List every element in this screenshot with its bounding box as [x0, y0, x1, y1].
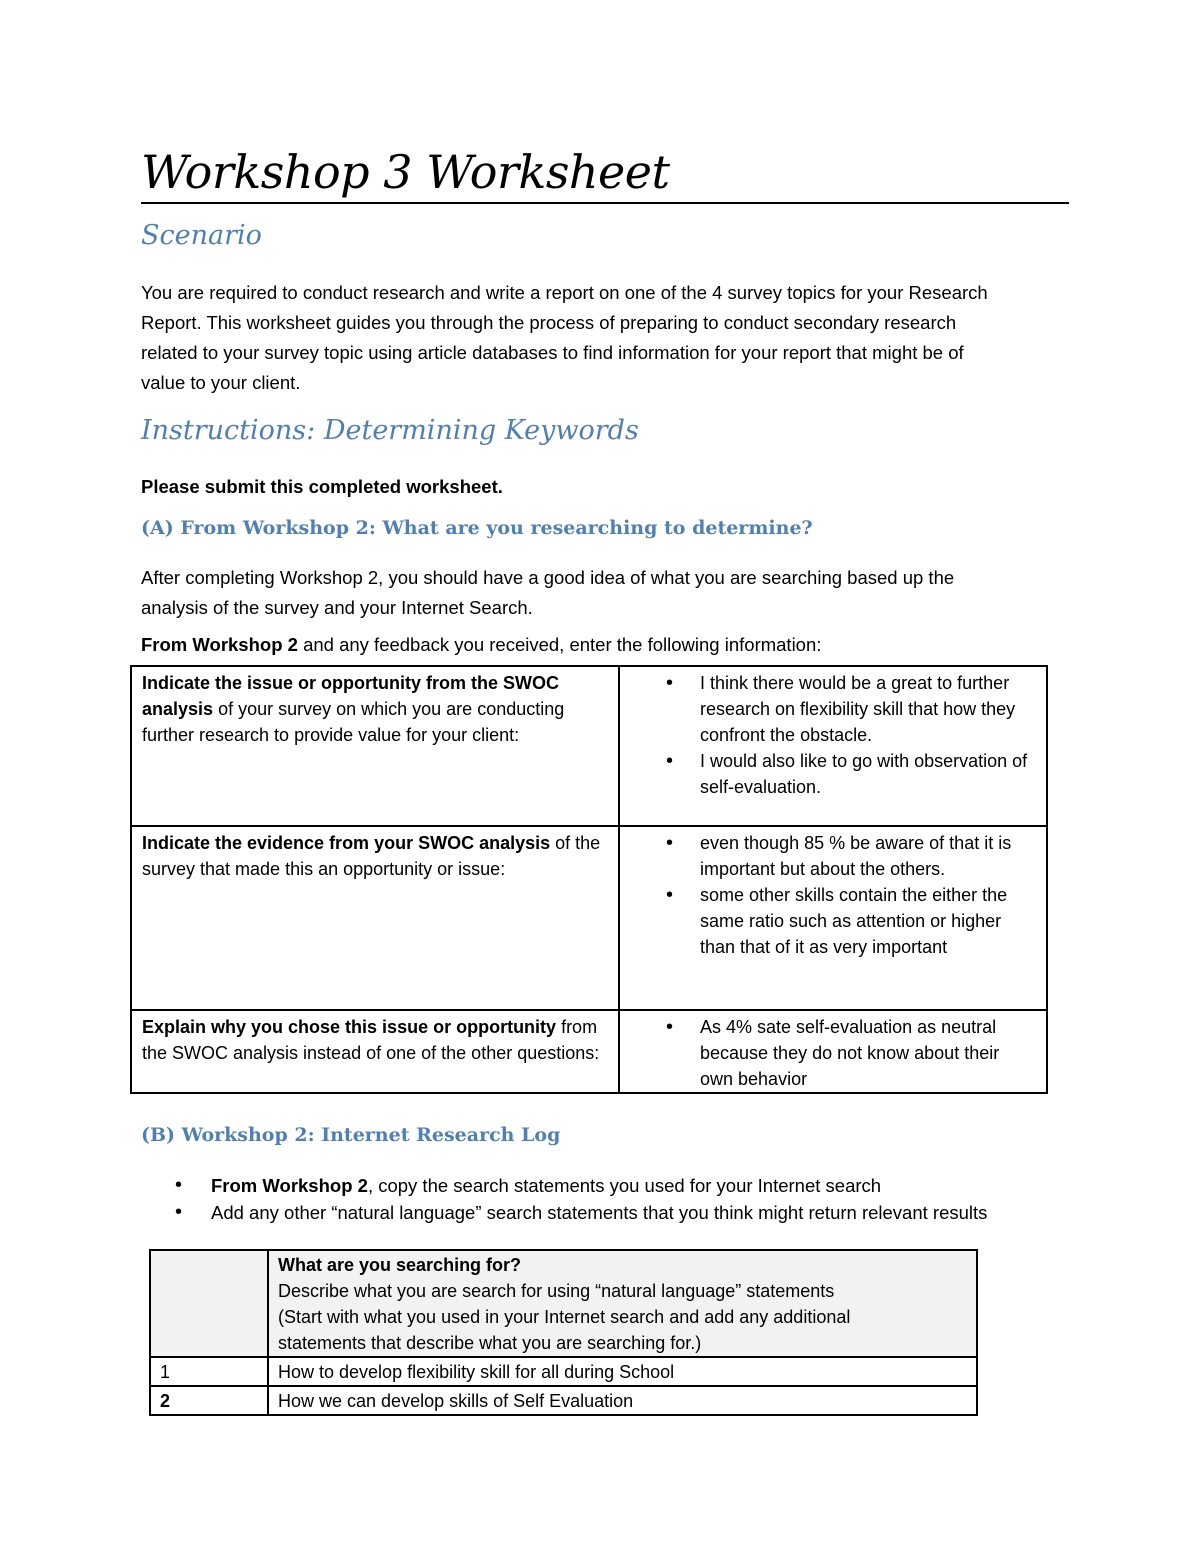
answer-list	[630, 830, 1036, 960]
bullet-rest: , copy the search statements you used for your Internet search	[367, 1175, 882, 1196]
scenario-heading: Scenario	[141, 220, 262, 251]
log-header-cell	[268, 1250, 977, 1357]
log-row	[150, 1357, 977, 1386]
scenario-line: You are required to conduct research and write a report on one of the 4 survey topics for your Research	[141, 282, 988, 303]
log-header-title: What are you searching for?	[278, 1255, 522, 1275]
log-header-line: Describe what you are search for using “natural language” statements	[278, 1281, 835, 1301]
swoc-question-cell	[131, 1010, 619, 1093]
bullet-item	[211, 1172, 1091, 1199]
answer-item: • some other skills contain the either the same ratio such as attention or higher than that of it as very important	[700, 882, 1036, 960]
question-rest: from the SWOC analysis instead of one of the other questions:	[142, 1017, 600, 1063]
question-rest: of your survey on which you are conducting further research to provide value for your client:	[142, 699, 565, 745]
log-row	[150, 1386, 977, 1415]
research-log-table	[149, 1249, 978, 1416]
bullet-bold: From Workshop 2	[211, 1175, 368, 1196]
scenario-line: value to your client.	[141, 372, 301, 393]
intro-line: analysis of the survey and your Internet Search.	[141, 597, 533, 618]
question-bold: Explain why you chose this issue or opportunity	[142, 1017, 557, 1037]
log-header-line: (Start with what you used in your Internet search and add any additional	[278, 1307, 851, 1327]
swoc-answer-cell[interactable]	[619, 1010, 1047, 1093]
section-a-heading: (A) From Workshop 2: What are you researching to determine?	[141, 517, 813, 539]
intro-line: After completing Workshop 2, you should have a good idea of what you are searching based up the	[141, 567, 955, 588]
answer-list	[630, 1014, 1036, 1092]
scenario-line: Report. This worksheet guides you through the process of preparing to conduct secondary research	[141, 312, 957, 333]
swoc-answer-cell[interactable]	[619, 826, 1047, 1010]
question-rest: of the survey that made this an opportunity or issue:	[142, 833, 601, 879]
log-row-text[interactable]: How we can develop skills of Self Evaluation	[268, 1386, 977, 1415]
answer-list	[630, 670, 1036, 800]
swoc-question-cell	[131, 826, 619, 1010]
log-row-number: 2	[150, 1386, 268, 1415]
section-b-bullets	[175, 1172, 1091, 1226]
log-header-num-cell	[150, 1250, 268, 1357]
answer-item: • even though 85 % be aware of that it is important but about the others.	[700, 830, 1036, 882]
swoc-row	[131, 826, 1047, 1010]
section-b-heading: (B) Workshop 2: Internet Research Log	[141, 1124, 561, 1146]
section-a-prompt	[141, 630, 1069, 660]
log-header-line: statements that describe what you are searching for.)	[278, 1333, 702, 1353]
bullet-rest: Add any other “natural language” search statements that you think might return relevant results	[211, 1202, 988, 1223]
log-row-text[interactable]: How to develop flexibility skill for all during School	[268, 1357, 977, 1386]
prompt-bold: From Workshop 2	[141, 634, 298, 655]
scenario-line: related to your survey topic using article databases to find information for your report that might be of	[141, 342, 964, 363]
swoc-row	[131, 666, 1047, 826]
prompt-rest: and any feedback you received, enter the following information:	[297, 634, 822, 655]
submit-note: Please submit this completed worksheet.	[141, 476, 503, 497]
log-row-number: 1	[150, 1357, 268, 1386]
answer-item: • I think there would be a great to further research on flexibility skill that how they confront the obstacle.	[700, 670, 1036, 748]
swoc-row	[131, 1010, 1047, 1093]
question-bold: Indicate the issue or opportunity from the SWOC analysis	[142, 673, 560, 719]
question-bold: Indicate the evidence from your SWOC analysis	[142, 833, 551, 853]
instructions-heading: Instructions: Determining Keywords	[141, 415, 639, 446]
answer-item: • As 4% sate self-evaluation as neutral because they do not know about their own behavior	[700, 1014, 1036, 1092]
bullet-item	[211, 1199, 1091, 1226]
page-title: Workshop 3 Worksheet	[141, 145, 670, 199]
answer-item: • I would also like to go with observation of self-evaluation.	[700, 748, 1036, 800]
swoc-answer-cell[interactable]	[619, 666, 1047, 826]
title-underline	[141, 202, 1069, 204]
swoc-table	[130, 665, 1048, 1094]
log-header-row	[150, 1250, 977, 1357]
swoc-question-cell	[131, 666, 619, 826]
